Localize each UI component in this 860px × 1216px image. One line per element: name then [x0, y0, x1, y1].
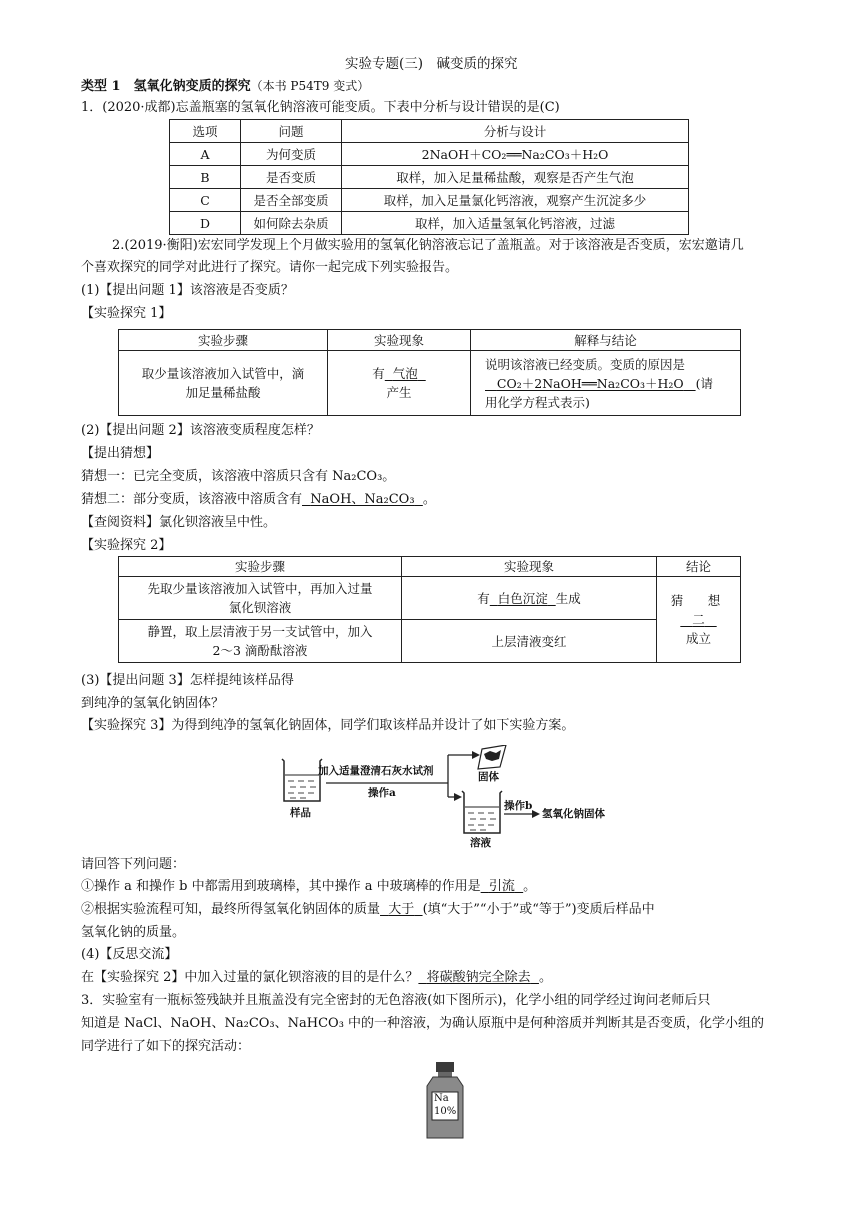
bottle-label-concentration: 10% [434, 1106, 457, 1117]
table-row [170, 212, 689, 235]
q1-stem: 1．(2020·成都)忘盖瓶塞的氢氧化钠溶液可能变质。下表中分析与设计错误的是(C) [81, 100, 560, 115]
experiment-1-table [118, 329, 741, 416]
question-4-text [81, 969, 552, 987]
table-row [170, 189, 689, 212]
product-label: 氢氧化钠固体 [542, 808, 605, 820]
table-header-row [119, 330, 741, 351]
step-line: 2～3 滴酚酞溶液 [212, 643, 308, 658]
q3-line1: 3．实验室有一瓶标签残缺并且瓶盖没有完全密封的无色溶液(如下图所示)，化学小组的同学经过询问老师后只 [81, 993, 711, 1008]
answer-2-text: ②根据实验流程可知，最终所得氢氧化钠固体的质量 [81, 902, 381, 917]
table-cell [402, 577, 657, 620]
table-cell: A [170, 143, 241, 166]
table-cell: 取样，加入足量稀盐酸，观察是否产生气泡 [342, 166, 689, 189]
answer-text: 大于 [388, 902, 415, 917]
table-header: 结论 [657, 557, 741, 577]
observation-text: 有 [372, 366, 385, 381]
table-row [170, 166, 689, 189]
table-cell: 上层清液变红 [402, 620, 657, 663]
table-cell: B [170, 166, 241, 189]
conclusion-line: 猜 想 [670, 593, 727, 608]
table-header: 实验现象 [328, 330, 471, 351]
q2-stem-line1: 2.(2019·衡阳)宏宏同学发现上个月做实验用的氢氧化钠溶液忘记了盖瓶盖。对于该溶液是否变质，宏宏邀请几 [112, 238, 744, 253]
sample-label: 样品 [290, 807, 311, 819]
question-1-heading: (1)【提出问题 1】该溶液是否变质？ [81, 283, 294, 298]
answer-1-text: 。 [523, 879, 537, 894]
step-line: 取少量该溶液加入试管中，滴 [141, 366, 305, 381]
table-cell [119, 351, 328, 416]
experiment-2-heading: 【实验探究 2】 [81, 538, 172, 553]
table-row [170, 143, 689, 166]
answer-text: 引流 [488, 879, 515, 894]
experiment-2-table [118, 556, 741, 663]
answer-1-text: ①操作 a 和操作 b 中都需用到玻璃棒，其中操作 a 中玻璃棒的作用是 [81, 879, 481, 894]
answer-text: CO₂＋2NaOH══Na₂CO₃＋H₂O [496, 375, 684, 391]
table-cell: 取样，加入适量氢氧化钙溶液，过滤 [342, 212, 689, 235]
answer-blank [490, 591, 556, 606]
operation-a-label: 操作a [368, 787, 396, 799]
experiment-3-text: 【实验探究 3】为得到纯净的氢氧化钠固体，同学们取该样品并设计了如下实验方案。 [81, 718, 575, 733]
section-label: 类型 1 氢氧化钠变质的探究 [81, 79, 251, 94]
table-cell [119, 577, 402, 620]
solid-label: 固体 [478, 771, 499, 783]
hypothesis-text: 。 [422, 492, 436, 507]
question-3-heading-line1: (3)【提出问题 3】怎样提纯该样品得 [81, 673, 294, 688]
solution-label: 溶液 [470, 837, 491, 849]
table-cell: 为何变质 [241, 143, 342, 166]
table-cell [328, 351, 471, 416]
table-cell: C [170, 189, 241, 212]
table-row [119, 351, 741, 416]
answer-text: NaOH、Na₂CO₃ [310, 492, 415, 507]
table-row [119, 577, 741, 620]
answer-text: 白色沉淀 [497, 590, 548, 606]
answer-intro: 请回答下列问题： [81, 857, 186, 872]
q3-line2: 知道是 NaCl、NaOH、Na₂CO₃、NaHCO₃ 中的一种溶液，为确认原瓶中是何种溶质并判断其是否变质，化学小组的 [81, 1016, 765, 1031]
table-cell: D [170, 212, 241, 235]
conclusion-line [663, 610, 734, 629]
answer-2-line1 [81, 901, 655, 919]
hypothesis-heading: 【提出猜想】 [81, 446, 160, 461]
table-header: 实验步骤 [119, 557, 402, 577]
conclusion-line: 用化学方程式表示) [485, 394, 590, 410]
step-line: 加足量稀盐酸 [185, 385, 261, 400]
table-cell: 取样，加入足量氯化钙溶液，观察产生沉淀多少 [342, 189, 689, 212]
hypothesis-1: 猜想一：已完全变质，该溶液中溶质只含有 Na₂CO₃。 [81, 469, 396, 484]
answer-text: 将碳酸钠完全除去 [426, 970, 531, 985]
conclusion-line: 成立 [685, 631, 711, 646]
answer-2-text: (填“大于”“小于”或“等于”)变质后样品中 [422, 902, 655, 917]
q3-line3: 同学进行了如下的探究活动： [81, 1039, 251, 1054]
answer-1 [81, 878, 536, 896]
conclusion-line [485, 374, 734, 393]
answer-blank [385, 366, 426, 381]
section-note: （本书 P54T9 变式） [250, 79, 370, 93]
beaker-icon [282, 759, 322, 801]
table-cell: 2NaOH＋CO₂══Na₂CO₃＋H₂O [342, 143, 689, 166]
observation-text: 生成 [555, 590, 581, 606]
answer-blank [481, 879, 524, 894]
page-title: 实验专题(三) 碱变质的探究 [345, 56, 518, 72]
question-4-prompt: 。 [538, 970, 552, 985]
hypothesis-text: 猜想二：部分变质，该溶液中溶质含有 [81, 492, 303, 507]
bottle-label-text: Na [434, 1093, 449, 1104]
q2-stem-line2: 个喜欢探究的同学对此进行了探究。请你一起完成下列实验报告。 [81, 260, 459, 275]
table-row [119, 620, 741, 663]
answer-blank [302, 492, 423, 507]
q1-table [169, 119, 689, 235]
step-line: 氯化钡溶液 [228, 600, 292, 615]
diagram-graphics [270, 745, 620, 855]
reference-info: 【查阅资料】氯化钡溶液呈中性。 [81, 515, 277, 530]
answer-text: 二 [692, 612, 705, 627]
question-4-heading: (4)【反思交流】 [81, 947, 178, 962]
observation-text: 有 [477, 590, 490, 606]
answer-blank [485, 376, 696, 391]
reagent-label: 加入适量澄清石灰水试剂 [318, 765, 434, 777]
solid-icon [478, 745, 506, 769]
table-header: 实验现象 [402, 557, 657, 577]
question-4-prompt: 在【实验探究 2】中加入过量的氯化钡溶液的目的是什么？ [81, 970, 419, 985]
observation-line [334, 364, 464, 383]
beaker-icon [462, 791, 502, 833]
table-header: 解释与结论 [471, 330, 741, 351]
step-line: 静置，取上层清液于另一支试管中，加入 [147, 624, 373, 639]
conclusion-line: 说明该溶液已经变质。变质的原因是 [485, 356, 686, 372]
answer-text: 气泡 [392, 366, 418, 381]
table-cell: 如何除去杂质 [241, 212, 342, 235]
table-cell [471, 351, 741, 416]
table-header-row [170, 120, 689, 143]
answer-2-line2: 氢氧化钠的质量。 [81, 925, 186, 940]
hypothesis-2 [81, 491, 436, 509]
conclusion-text: (请 [695, 375, 713, 391]
reagent-bottle-icon [423, 1062, 467, 1140]
question-2-heading: (2)【提出问题 2】该溶液变质程度怎样？ [81, 423, 320, 438]
table-header-row [119, 557, 741, 577]
experiment-1-heading: 【实验探究 1】 [81, 306, 172, 321]
observation-text: 产生 [386, 385, 412, 400]
table-cell: 是否全部变质 [241, 189, 342, 212]
section-heading [81, 77, 369, 96]
purification-diagram [270, 745, 620, 855]
operation-b-label: 操作b [504, 800, 533, 812]
table-header: 实验步骤 [119, 330, 328, 351]
table-header: 问题 [241, 120, 342, 143]
answer-blank [380, 902, 423, 917]
step-line: 先取少量该溶液加入试管中，再加入过量 [147, 581, 373, 596]
table-cell [119, 620, 402, 663]
table-header: 分析与设计 [342, 120, 689, 143]
question-3-heading-line2: 到纯净的氢氧化钠固体？ [81, 696, 225, 711]
table-cell: 是否变质 [241, 166, 342, 189]
table-cell [657, 577, 741, 663]
table-header: 选项 [170, 120, 241, 143]
answer-blank [680, 612, 716, 627]
answer-blank [418, 970, 539, 985]
